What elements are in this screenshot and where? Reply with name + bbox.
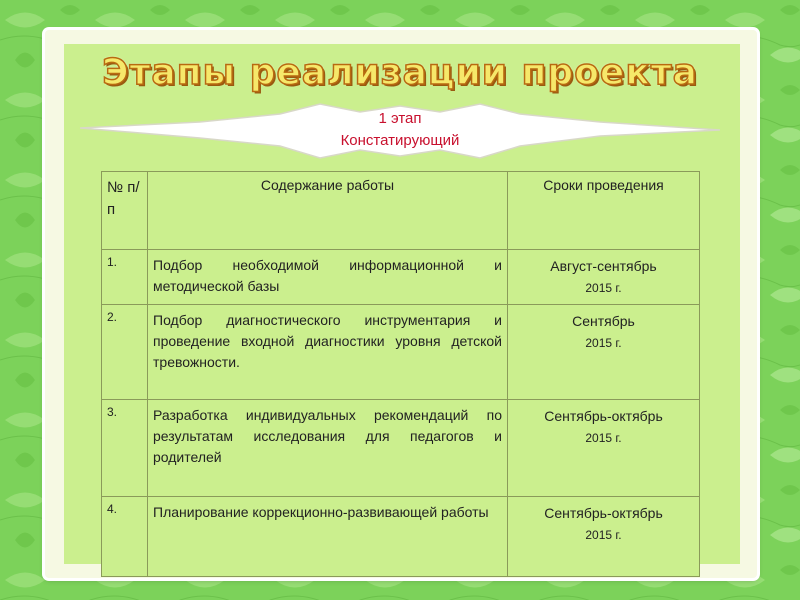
row-period: [508, 250, 700, 305]
stage-name: Констатирующий: [340, 132, 460, 149]
row-content: Разработка индивидуальных рекомендаций по результатам исследования для педагогов и родителей: [148, 400, 508, 497]
period-year: 2015 г.: [585, 431, 622, 445]
row-period: [508, 305, 700, 400]
row-content: Подбор диагностического инструментария и проведение входной диагностики уровня детской тревожности.: [148, 305, 508, 400]
period-text: Август-сентябрь: [550, 258, 657, 274]
row-num: 3.: [102, 400, 148, 497]
header-dates: Сроки проведения: [508, 172, 700, 250]
row-content: Планирование коррекционно-развивающей работы: [148, 497, 508, 577]
period-text: Сентябрь-октябрь: [544, 505, 663, 521]
table-row: [102, 250, 700, 305]
table-row: [102, 305, 700, 400]
period-text: Сентябрь-октябрь: [544, 408, 663, 424]
row-period: [508, 400, 700, 497]
period-year: 2015 г.: [585, 281, 622, 295]
period-text: Сентябрь: [572, 313, 635, 329]
stage-number: 1 этап: [378, 110, 422, 127]
table-row: [102, 400, 700, 497]
stage-label: [300, 108, 500, 152]
row-num: 4.: [102, 497, 148, 577]
page-title: Этапы реализации проекта: [102, 52, 698, 93]
row-num: 1.: [102, 250, 148, 305]
period-year: 2015 г.: [585, 528, 622, 542]
header-content: Содержание работы: [148, 172, 508, 250]
stages-table: [101, 171, 700, 577]
period-year: 2015 г.: [585, 336, 622, 350]
row-period: [508, 497, 700, 577]
row-content: Подбор необходимой информационной и методической базы: [148, 250, 508, 305]
row-num: 2.: [102, 305, 148, 400]
table-header-row: [102, 172, 700, 250]
table-row: [102, 497, 700, 577]
header-num: № п/п: [102, 172, 148, 250]
